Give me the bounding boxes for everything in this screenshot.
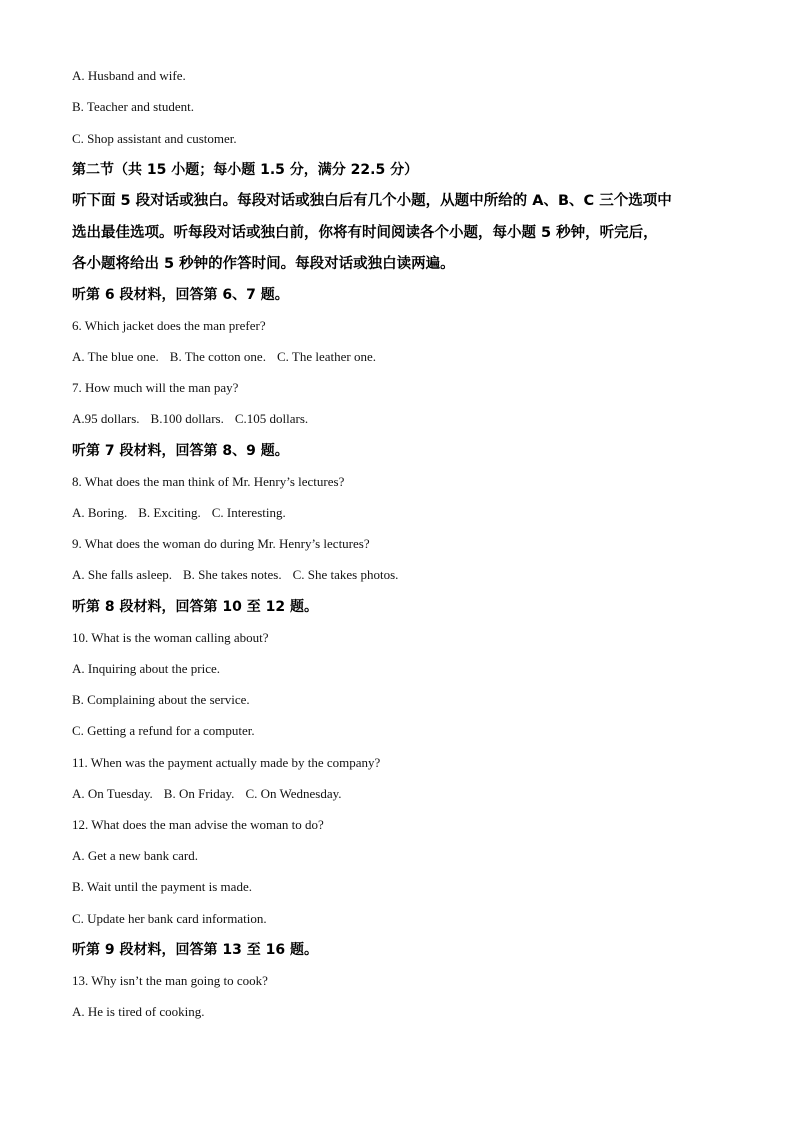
question-6: 6. Which jacket does the man prefer?: [72, 318, 266, 333]
q7-option-b: B.100 dollars.: [150, 411, 224, 426]
material-7-heading: 听第 7 段材料，回答第 8、9 题。: [72, 443, 289, 459]
q6-option-b: B. The cotton one.: [169, 349, 266, 364]
q7-option-c: C.105 dollars.: [234, 411, 309, 426]
q13-option-a: A. He is tired of cooking.: [72, 1004, 205, 1019]
question-9-options: [72, 567, 398, 583]
q8-option-b: B. Exciting.: [138, 505, 201, 520]
material-6-heading: 听第 6 段材料，回答第 6、7 题。: [72, 287, 289, 303]
q10-option-b: B. Complaining about the service.: [72, 692, 250, 707]
section-instruction-line-3: 各小题将给出 5 秒钟的作答时间。每段对话或独白读两遍。: [72, 256, 455, 272]
q11-option-a: A. On Tuesday.: [72, 786, 153, 801]
question-12: 12. What does the man advise the woman to do?: [72, 817, 324, 832]
q12-option-b: B. Wait until the payment is made.: [72, 879, 252, 894]
prev-option-c: C. Shop assistant and customer.: [72, 131, 237, 146]
q10-option-c: C. Getting a refund for a computer.: [72, 723, 255, 738]
q11-option-b: B. On Friday.: [163, 786, 235, 801]
material-8-heading: 听第 8 段材料，回答第 10 至 12 题。: [72, 599, 318, 615]
q8-option-c: C. Interesting.: [211, 505, 286, 520]
section-title: 第二节（共 15 小题；每小题 1.5 分，满分 22.5 分）: [72, 162, 419, 178]
question-11: 11. When was the payment actually made by the company?: [72, 755, 381, 770]
material-9-heading: 听第 9 段材料，回答第 13 至 16 题。: [72, 942, 318, 958]
question-9: 9. What does the woman do during Mr. Henry’s lectures?: [72, 536, 370, 551]
q8-option-a: A. Boring.: [72, 505, 128, 520]
question-6-options: [72, 349, 376, 365]
prev-option-a: A. Husband and wife.: [72, 68, 186, 83]
q7-option-a: A.95 dollars.: [72, 411, 140, 426]
q9-option-c: C. She takes photos.: [292, 567, 399, 582]
q11-option-c: C. On Wednesday.: [245, 786, 342, 801]
q9-option-b: B. She takes notes.: [183, 567, 282, 582]
question-8: 8. What does the man think of Mr. Henry’s lectures?: [72, 474, 345, 489]
question-7: 7. How much will the man pay?: [72, 380, 239, 395]
q12-option-c: C. Update her bank card information.: [72, 911, 267, 926]
question-8-options: [72, 505, 286, 521]
q9-option-a: A. She falls asleep.: [72, 567, 173, 582]
q6-option-a: A. The blue one.: [72, 349, 159, 364]
q6-option-c: C. The leather one.: [276, 349, 376, 364]
question-13: 13. Why isn’t the man going to cook?: [72, 973, 268, 988]
section-instruction-line-2: 选出最佳选项。听每段对话或独白前，你将有时间阅读各个小题，每小题 5 秒钟，听完后，: [72, 225, 658, 241]
q10-option-a: A. Inquiring about the price.: [72, 661, 221, 676]
prev-option-b: B. Teacher and student.: [72, 99, 194, 114]
question-10: 10. What is the woman calling about?: [72, 630, 269, 645]
section-instruction-line-1: 听下面 5 段对话或独白。每段对话或独白后有几个小题，从题中所给的 A、B、C 三个选项中: [72, 193, 672, 209]
question-7-options: [72, 411, 308, 427]
q12-option-a: A. Get a new bank card.: [72, 848, 198, 863]
question-11-options: [72, 786, 342, 802]
